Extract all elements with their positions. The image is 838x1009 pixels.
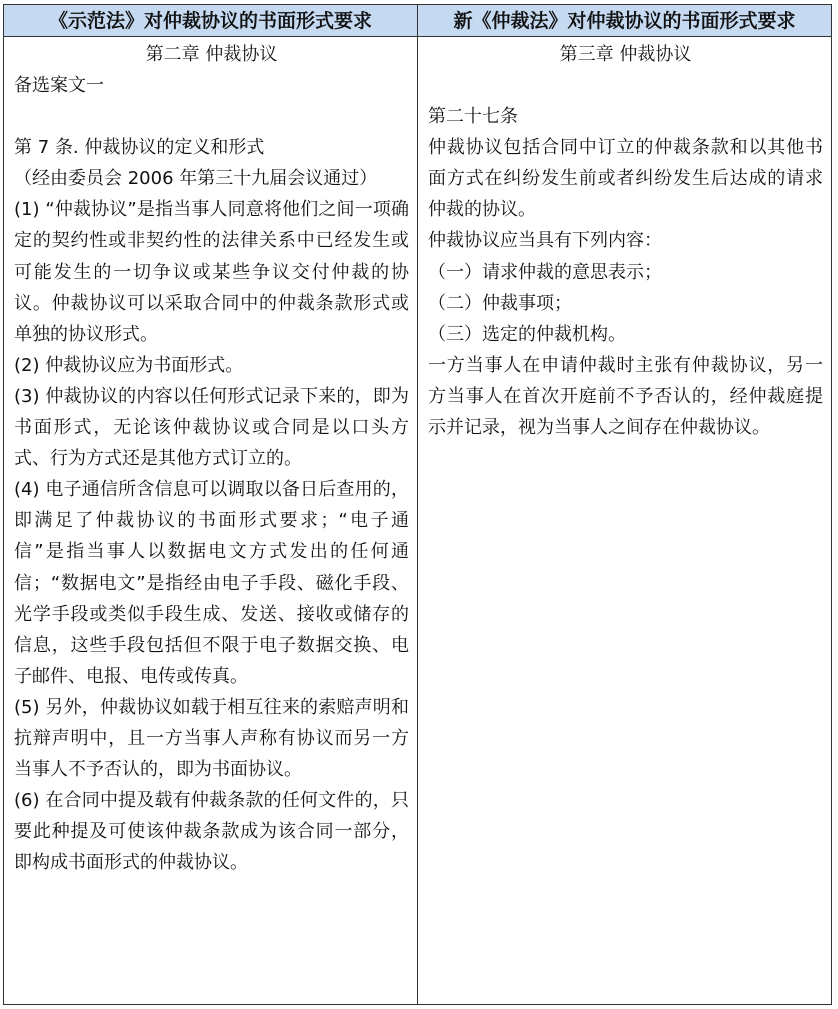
- header-model-law: 《示范法》对仲裁协议的书面形式要求: [4, 5, 418, 37]
- paragraph-1: (1) “仲裁协议”是指当事人同意将他们之间一项确定的契约性或非契约性的法律关系中已经发生或可能发生的一切争议或某些争议交付仲裁的协议。仲裁协议可以采取合同中的仲裁条款形式或单独的协议形式。: [14, 199, 409, 345]
- spacer: [428, 70, 823, 101]
- comparison-table: [3, 4, 832, 1005]
- article-title: 第二十七条: [428, 106, 518, 128]
- header-new-arbitration-law: 新《仲裁法》对仲裁协议的书面形式要求: [418, 5, 831, 37]
- chapter-title: 第三章 仲裁协议: [559, 44, 692, 65]
- paragraph-5: （三）选定的仲裁机构。: [428, 323, 626, 345]
- paragraph-4: (4) 电子通信所含信息可以调取以备日后查用的，即满足了仲裁协议的书面形式要求；“电子通信”是指当事人以数据电文方式发出的任何通信；“数据电文”是指经由电子手段、磁化手段、光学手段或类似手段生成、发送、接收或储存的信息，这些手段包括但不限于电子数据交换、电子邮件、电报、电传或传真。: [14, 479, 409, 687]
- column-model-law: [4, 37, 418, 1004]
- paragraph-3: （一）请求仲裁的意思表示；: [428, 261, 662, 283]
- column-new-arbitration-law: [418, 37, 831, 1004]
- paragraph-1: 仲裁协议包括合同中订立的仲裁条款和以其他书面方式在纠纷发生前或者纠纷发生后达成的请求仲裁的协议。: [428, 137, 823, 221]
- spacer: [14, 101, 409, 132]
- paragraph-4: （二）仲裁事项；: [428, 292, 572, 314]
- paragraph-2: (2) 仲裁协议应为书面形式。: [14, 354, 244, 376]
- paragraph-5: (5) 另外，仲裁协议如载于相互往来的索赔声明和抗辩声明中，且一方当事人声称有协议而另一方当事人不予否认的，即为书面协议。: [14, 696, 409, 781]
- article-title: 第 7 条. 仲裁协议的定义和形式: [14, 137, 265, 159]
- chapter-title: 第二章 仲裁协议: [145, 44, 278, 65]
- paragraph-6: 一方当事人在申请仲裁时主张有仲裁协议，另一方当事人在首次开庭前不予否认的，经仲裁庭提示并记录，视为当事人之间存在仲裁协议。: [428, 354, 823, 439]
- paragraph-2: 仲裁协议应当具有下列内容：: [428, 230, 662, 252]
- paragraph-3: (3) 仲裁协议的内容以任何形式记录下来的，即为书面形式，无论该仲裁协议或合同是以口头方式、行为方式还是其他方式订立的。: [14, 385, 409, 470]
- option-label: 备选案文一: [14, 75, 104, 97]
- paragraph-6: (6) 在合同中提及载有仲裁条款的任何文件的，只要此种提及可使该仲裁条款成为该合同一部分，即构成书面形式的仲裁协议。: [14, 790, 409, 874]
- amendment-note: （经由委员会 2006 年第三十九届会议通过）: [14, 168, 378, 190]
